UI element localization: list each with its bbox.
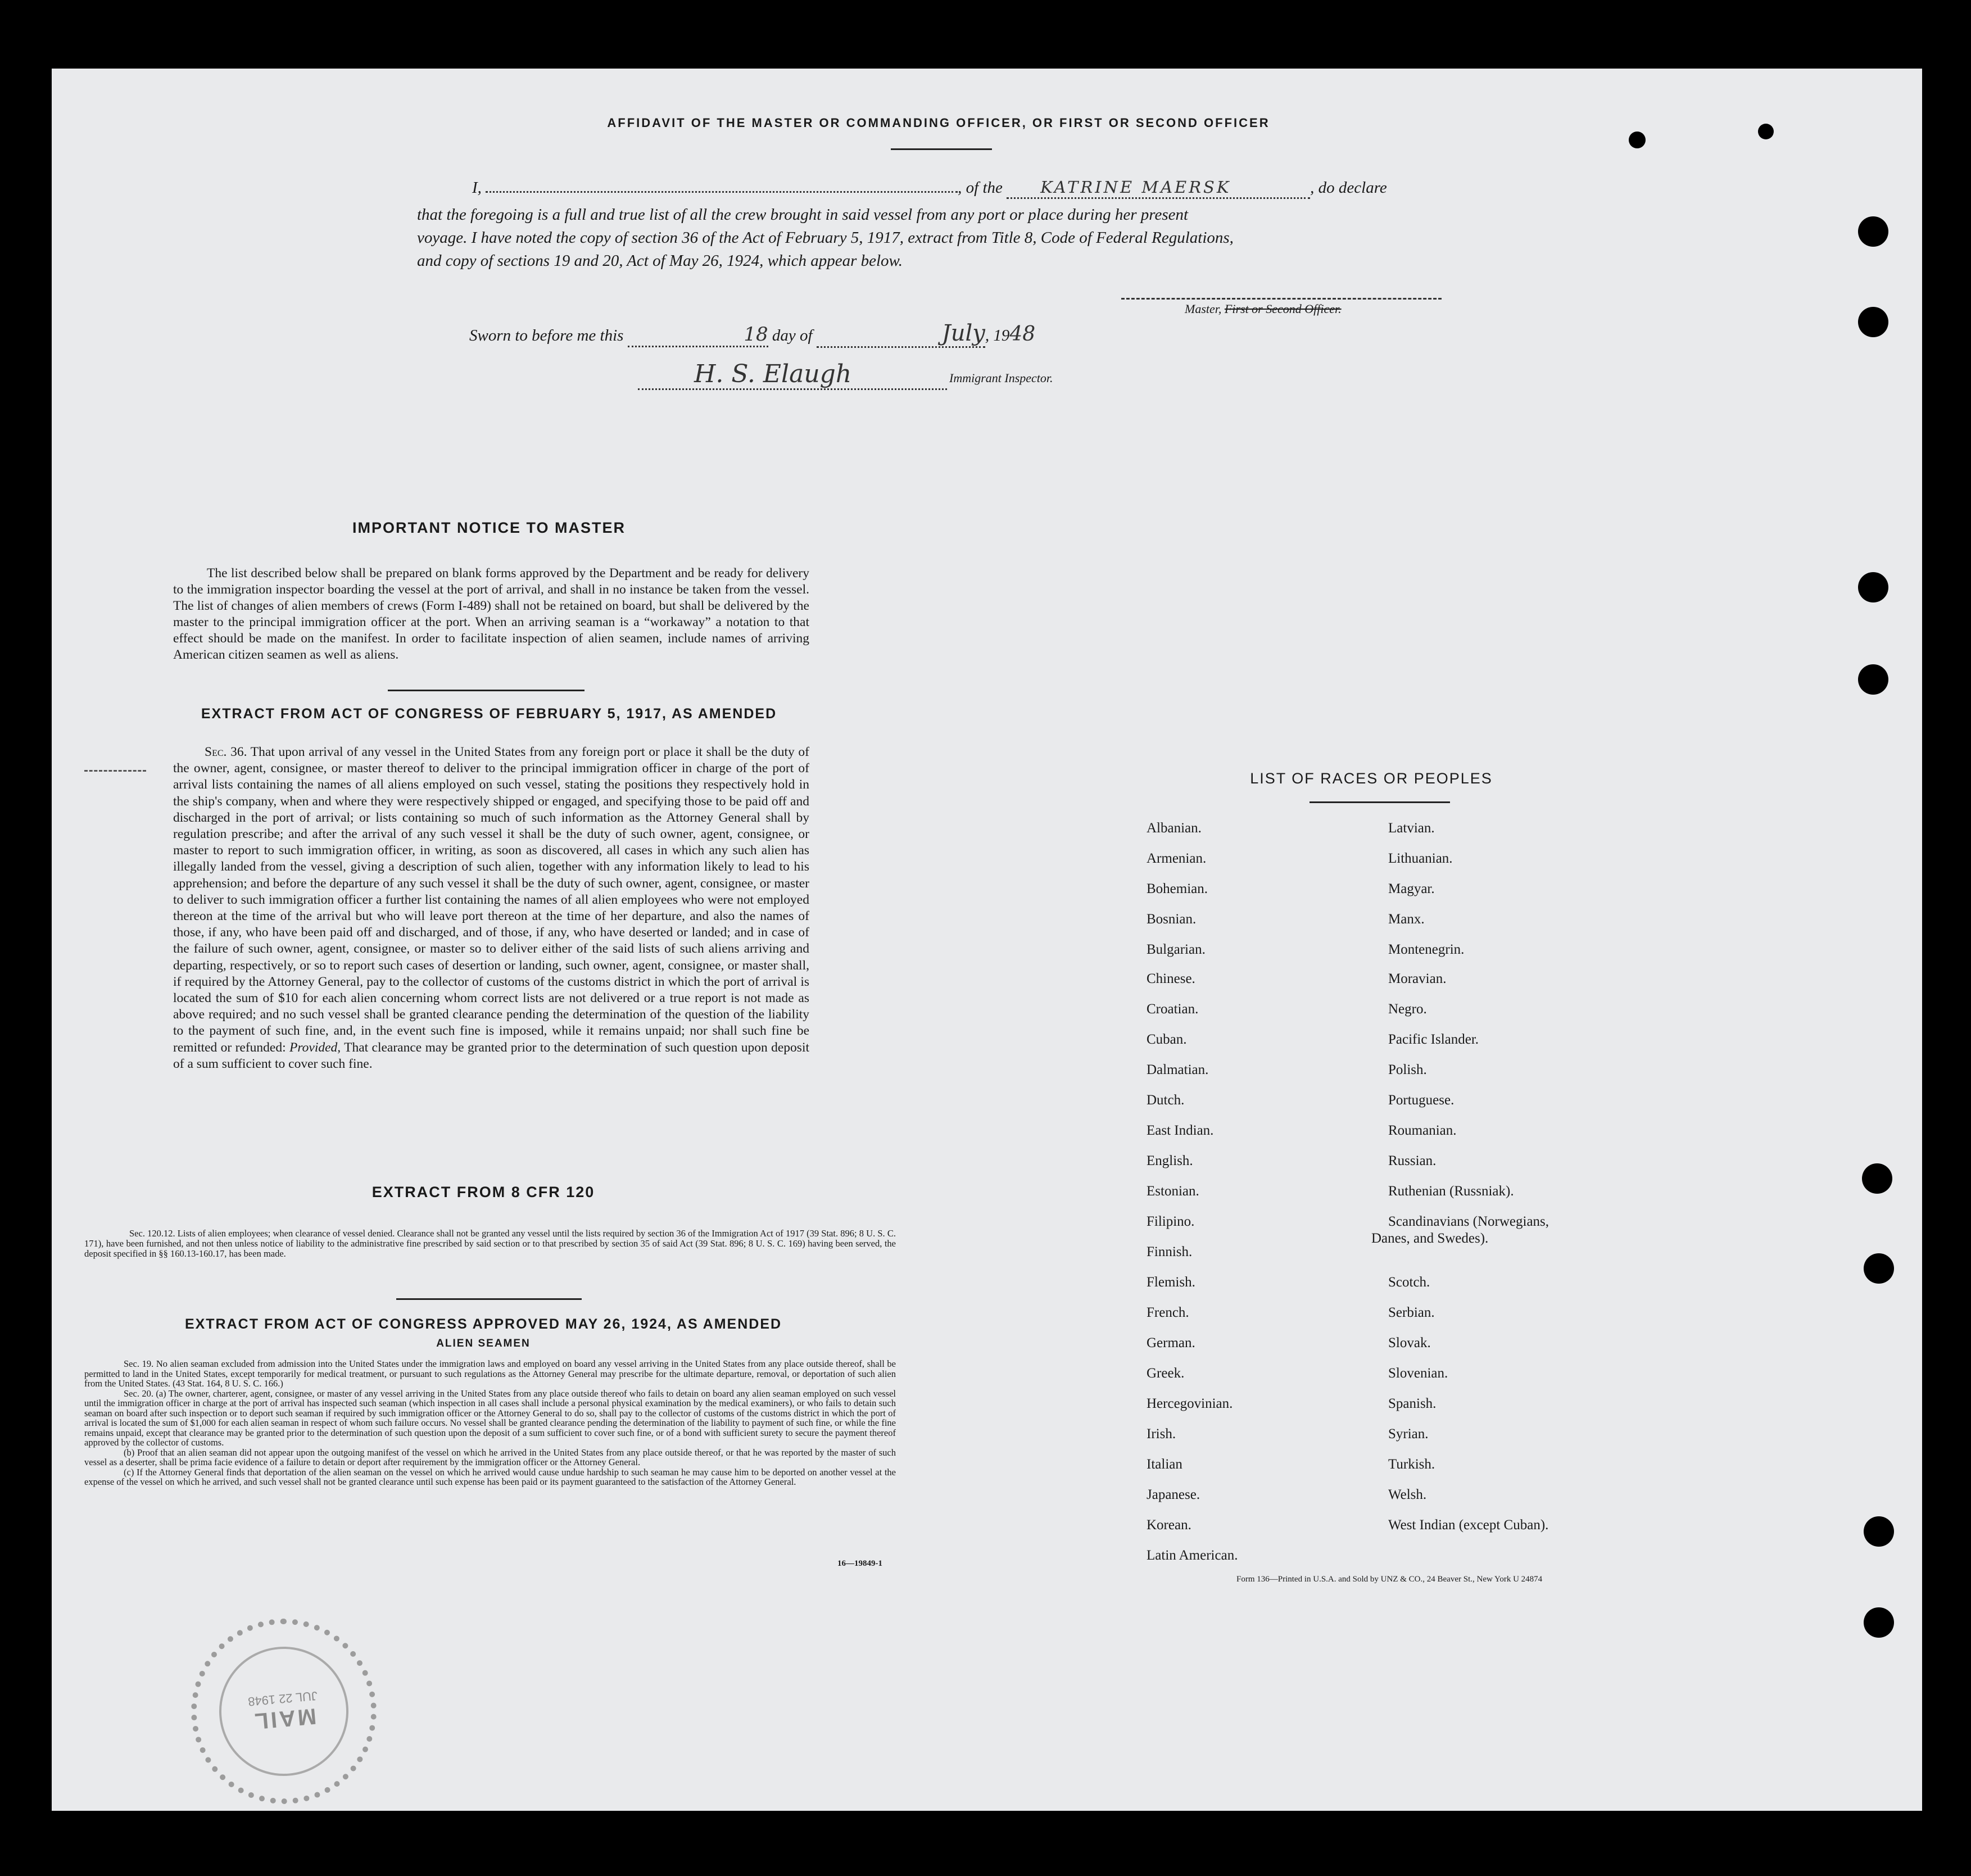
race-item: Negro.: [1388, 1002, 1427, 1017]
race-item: Spanish.: [1388, 1396, 1437, 1411]
sworn-line: [469, 320, 1035, 348]
race-item: Manx.: [1388, 912, 1425, 927]
inspector-signature-field: [638, 360, 947, 390]
race-item: Lithuanian.: [1388, 851, 1453, 866]
declaration-line-1: that the foregoing is a full and true list of all the crew brought in said vessel from any port or place during her present: [417, 206, 1189, 224]
race-item: Latin American.: [1147, 1548, 1238, 1563]
race-item: German.: [1147, 1335, 1195, 1351]
sworn-month-field: [817, 320, 985, 348]
act1917-heading: EXTRACT FROM ACT OF CONGRESS OF FEBRUARY 5, 1917, AS AMENDED: [201, 706, 777, 722]
punch-hole: [1862, 1163, 1892, 1194]
act1924-subheading: ALIEN SEAMEN: [436, 1338, 531, 1349]
vessel-name: KATRINE MAERSK: [1040, 178, 1231, 197]
print-code: 16—19849-1: [837, 1559, 882, 1568]
race-item: Croatian.: [1147, 1002, 1199, 1017]
race-item: Serbian.: [1388, 1305, 1435, 1320]
punch-hole: [1864, 1253, 1894, 1284]
race-item: Bohemian.: [1147, 881, 1208, 896]
vessel-name-field: [1007, 178, 1310, 199]
postal-stamp: [191, 1619, 377, 1804]
race-item: Portuguese.: [1388, 1093, 1455, 1108]
act1924-sec19: Sec. 19. No alien seaman excluded from admission into the United States under the immigration laws and employed on board any vessel arriving in the United States from any place outside thereof, shall be permitted to land in the United States, except temporarily for medical treatment, or pursuant to such regulations as the Attorney General may prescribe for the ultimate departure, removal, or deportation of such alien from the United States. (43 Stat. 164, 8 U. S. C. 166.): [84, 1358, 896, 1389]
declaration-line-3: and copy of sections 19 and 20, Act of May 26, 1924, which appear below.: [417, 252, 903, 270]
race-item: Magyar.: [1388, 881, 1435, 896]
punch-hole: [1864, 1607, 1894, 1638]
race-item: Finnish.: [1147, 1244, 1193, 1259]
master-signature-blank: [1121, 298, 1442, 300]
act1917-body: [173, 744, 809, 1072]
race-item: Turkish.: [1388, 1457, 1435, 1472]
punch-hole: [1858, 307, 1888, 337]
race-item: Danes, and Swedes).: [1371, 1231, 1489, 1246]
punch-hole: [1864, 1516, 1894, 1547]
race-item: Greek.: [1147, 1366, 1185, 1381]
race-item: Russian.: [1388, 1153, 1437, 1168]
sworn-day-field: [628, 323, 768, 347]
race-item: Cuban.: [1147, 1032, 1187, 1047]
race-item: Estonian.: [1147, 1184, 1199, 1199]
race-item: Slovak.: [1388, 1335, 1431, 1351]
master-caption-line: [1185, 302, 1342, 316]
form-footer: Form 136—Printed in U.S.A. and Sold by UNZ & CO., 24 Beaver St., New York U 24874: [1236, 1575, 1543, 1584]
race-item: Welsh.: [1388, 1487, 1427, 1502]
act1917-section-label: Sec. 36.: [205, 745, 247, 759]
race-item: West Indian (except Cuban).: [1388, 1517, 1549, 1533]
inspector-signature: H. S. Elaugh: [694, 360, 852, 388]
stamp-line2: JUL 22 1948: [247, 1689, 318, 1709]
race-item: Japanese.: [1147, 1487, 1200, 1502]
race-item: Italian: [1147, 1457, 1182, 1472]
cfr-heading: EXTRACT FROM 8 CFR 120: [371, 1184, 595, 1200]
race-item: Slovenian.: [1388, 1366, 1448, 1381]
cfr-body: Sec. 120.12. Lists of alien employees; when clearance of vessel denied. Clearance shall not be granted any vessel until the lists required by section 36 of the Immigration Act of 1917 (39 Stat. 896; 8 U. S. C. 171), have been furnished, and not then unless notice of liability to the administrative fine prescribed by said section or to that prescribed by section 35 of said Act (39 Stat. 896; 8 U. S. C. 169) having been served, the deposit specified in §§ 160.13-160.17, has been made.: [84, 1228, 896, 1259]
year-prefix: , 19: [985, 327, 1010, 345]
race-item: Polish.: [1388, 1062, 1427, 1077]
stamp-line1: MAIL: [251, 1703, 318, 1734]
punch-hole: [1858, 216, 1888, 247]
race-item: Scotch.: [1388, 1275, 1430, 1290]
declaration-body: [417, 203, 1468, 273]
affidavit-heading: AFFIDAVIT OF THE MASTER OR COMMANDING OFFICER, OR FIRST OR SECOND OFFICER: [607, 116, 1270, 130]
sworn-year: 48: [1009, 323, 1036, 346]
act1924-sec20a: Sec. 20. (a) The owner, charterer, agent, consignee, or master of any vessel arriving in the United States from any place outside thereof who fails to detain on board any alien seaman employed on such vessel until the immigration officer in charge at the port of arrival has inspected such seaman (which inspection in all cases shall include a personal physical examination by the medical examiners), or who fails to detain such seaman on board after such inspection or to deport such seaman if required by such immigration officer or the Attorney General to do so, shall pay to the collector of customs of the customs district in which the port of arrival is located the sum of $1,000 for each alien seaman in respect of whom such failure occurs. No vessel shall be granted clearance pending the determination of the liability to payment of such fine, or while the fine remains unpaid, except that clearance may be granted prior to the determination of such question upon the deposit of a sum sufficient to cover such fine, or of a bond with sufficient surety to secure the payment thereof approved by the collector of customs.: [84, 1388, 896, 1448]
race-item: Dalmatian.: [1147, 1062, 1209, 1077]
small-hole: [1629, 132, 1646, 148]
declaration-line-2: voyage. I have noted the copy of section 36 of the Act of February 5, 1917, extract from Title 8, Code of Federal Regulations,: [417, 229, 1234, 247]
notice-body: The list described below shall be prepared on blank forms approved by the Department and be ready for delivery to the immigration inspector boarding the vessel at the port of arrival, and shall in no instance be taken from the vessel. The list of changes of alien members of crews (Form I-489) shall not be retained on board, but shall be delivered by the master to the principal immigration officer at the port. When an arriving seaman is a “workaway” a notation to that effect should be made on the manifest. In order to facilitate inspection of alien seamen, include names of arriving American citizen seamen as well as aliens.: [173, 566, 809, 662]
act1917-text-end: That clearance may be granted prior to the determination of such question upon deposit of a sum sufficient to cover such fine.: [173, 1040, 810, 1071]
race-item: Chinese.: [1147, 971, 1195, 986]
race-item: Irish.: [1147, 1426, 1176, 1442]
race-item: French.: [1147, 1305, 1189, 1320]
race-item: Hercegovinian.: [1147, 1396, 1233, 1411]
race-item: Ruthenian (Russniak).: [1388, 1184, 1514, 1199]
punch-hole: [1858, 664, 1888, 695]
race-item: Scandinavians (Norwegians,: [1388, 1214, 1549, 1229]
sworn-prefix: Sworn to before me this: [469, 327, 624, 345]
declare-i: I,: [472, 179, 482, 197]
race-item: Syrian.: [1388, 1426, 1429, 1442]
race-item: Latvian.: [1388, 821, 1435, 836]
divider: [396, 1298, 582, 1300]
day-of-label: day of: [772, 327, 813, 345]
act1924-heading: EXTRACT FROM ACT OF CONGRESS APPROVED MAY 26, 1924, AS AMENDED: [184, 1316, 782, 1332]
race-item: Armenian.: [1147, 851, 1207, 866]
race-item: Flemish.: [1147, 1275, 1195, 1290]
divider: [1310, 801, 1450, 803]
sworn-day: 18: [744, 323, 768, 346]
sworn-month: July: [941, 320, 985, 346]
divider: [891, 148, 992, 150]
race-item: Roumanian.: [1388, 1123, 1457, 1138]
races-heading: LIST OF RACES OR PEOPLES: [1250, 770, 1493, 787]
of-the-label: , of the: [958, 179, 1003, 197]
divider: [388, 690, 584, 691]
race-item: Filipino.: [1147, 1214, 1195, 1229]
master-name-blank: [486, 191, 958, 193]
race-item: Dutch.: [1147, 1093, 1185, 1108]
struck-officer-text: First or Second Officer.: [1224, 302, 1342, 316]
margin-mark: [84, 770, 146, 772]
race-item: Korean.: [1147, 1517, 1191, 1533]
race-item: East Indian.: [1147, 1123, 1214, 1138]
race-item: English.: [1147, 1153, 1193, 1168]
master-caption: Master,: [1185, 302, 1222, 316]
act1917-text: That upon arrival of any vessel in the United States from any foreign port or place it shall be the duty of the owner, agent, consignee, or master thereof to deliver to the principal immigration officer in charge of the port of arrival lists containing the names of all aliens employed on such vessel, stating the positions they respectively hold in the ship's company, when and where they were respectively shipped or engaged, and specifying those to be paid off and discharged in the port of arrival; or lists containing so much of such information as the Attorney General shall by regulation prescribe; and after the arrival of any such vessel it shall be the duty of such owner, agent, consignee, or master to report to such immigration officer, in writing, as soon as discovered, all cases in which any such alien has illegally landed from the vessel, giving a description of such alien, together with any information likely to lead to his apprehension; and before the departure of any such vessel it shall be the duty of such owner, agent, consignee, or master to deliver to such immigration officer a further list containing the names of all alien employees who were not employed thereon at the time of the arrival but who will leave port thereon at the time of her departure, and also the names of those, if any, who have been paid off and discharged, and of those, if any, who have deserted or landed; and in case of the failure of such owner, agent, consignee, or master so to deliver either of the said lists of such aliens arriving and departing, respectively, or so to report such cases of desertion or landing, such owner, agent, consignee, or master shall, if required by the Attorney General, pay to the collector of customs of the customs district in which the port of arrival is located the sum of $10 for each alien concerning whom correct lists are not delivered or a true report is not made as above required; and no such vessel shall be granted clearance pending the determination of the question of the liability to the payment of such fine, and, in the event such fine is imposed, while it remains unpaid; nor shall such fine be remitted or refunded:: [173, 745, 810, 1055]
race-item: Pacific Islander.: [1388, 1032, 1479, 1047]
declaration-line: [417, 178, 1468, 199]
notice-heading: IMPORTANT NOTICE TO MASTER: [352, 519, 626, 536]
race-item: Moravian.: [1388, 971, 1447, 986]
act1924-sec20b: (b) Proof that an alien seaman did not appear upon the outgoing manifest of the vessel on which he arrived in the United States from any place outside thereof, or that he was reported by the master of such vessel as a deserter, shall be prima facie evidence of a failure to detain or deport after requirement by the immigration officer or the Attorney General.: [84, 1447, 896, 1467]
act1917-provided: Provided,: [289, 1040, 341, 1055]
punch-hole: [1858, 572, 1888, 602]
postal-stamp-center: [214, 1641, 354, 1781]
act1924-body: [84, 1359, 896, 1487]
inspector-caption: Immigrant Inspector.: [949, 371, 1053, 385]
inspector-signature-line: [638, 360, 1053, 390]
race-item: Bulgarian.: [1147, 942, 1206, 957]
act1924-sec20c: (c) If the Attorney General finds that deportation of the alien seaman on the vessel on which he arrived would cause undue hardship to such seaman he may cause him to be deported on another vessel at the expense of the vessel on which he arrived, and such vessel shall not be granted clearance until such expense has been paid or its payment guaranteed to the satisfaction of the Attorney General.: [84, 1466, 896, 1487]
race-item: Albanian.: [1147, 821, 1202, 836]
small-hole: [1758, 124, 1774, 139]
race-item: Montenegrin.: [1388, 942, 1465, 957]
race-item: Bosnian.: [1147, 912, 1197, 927]
do-declare-label: , do declare: [1310, 179, 1387, 197]
